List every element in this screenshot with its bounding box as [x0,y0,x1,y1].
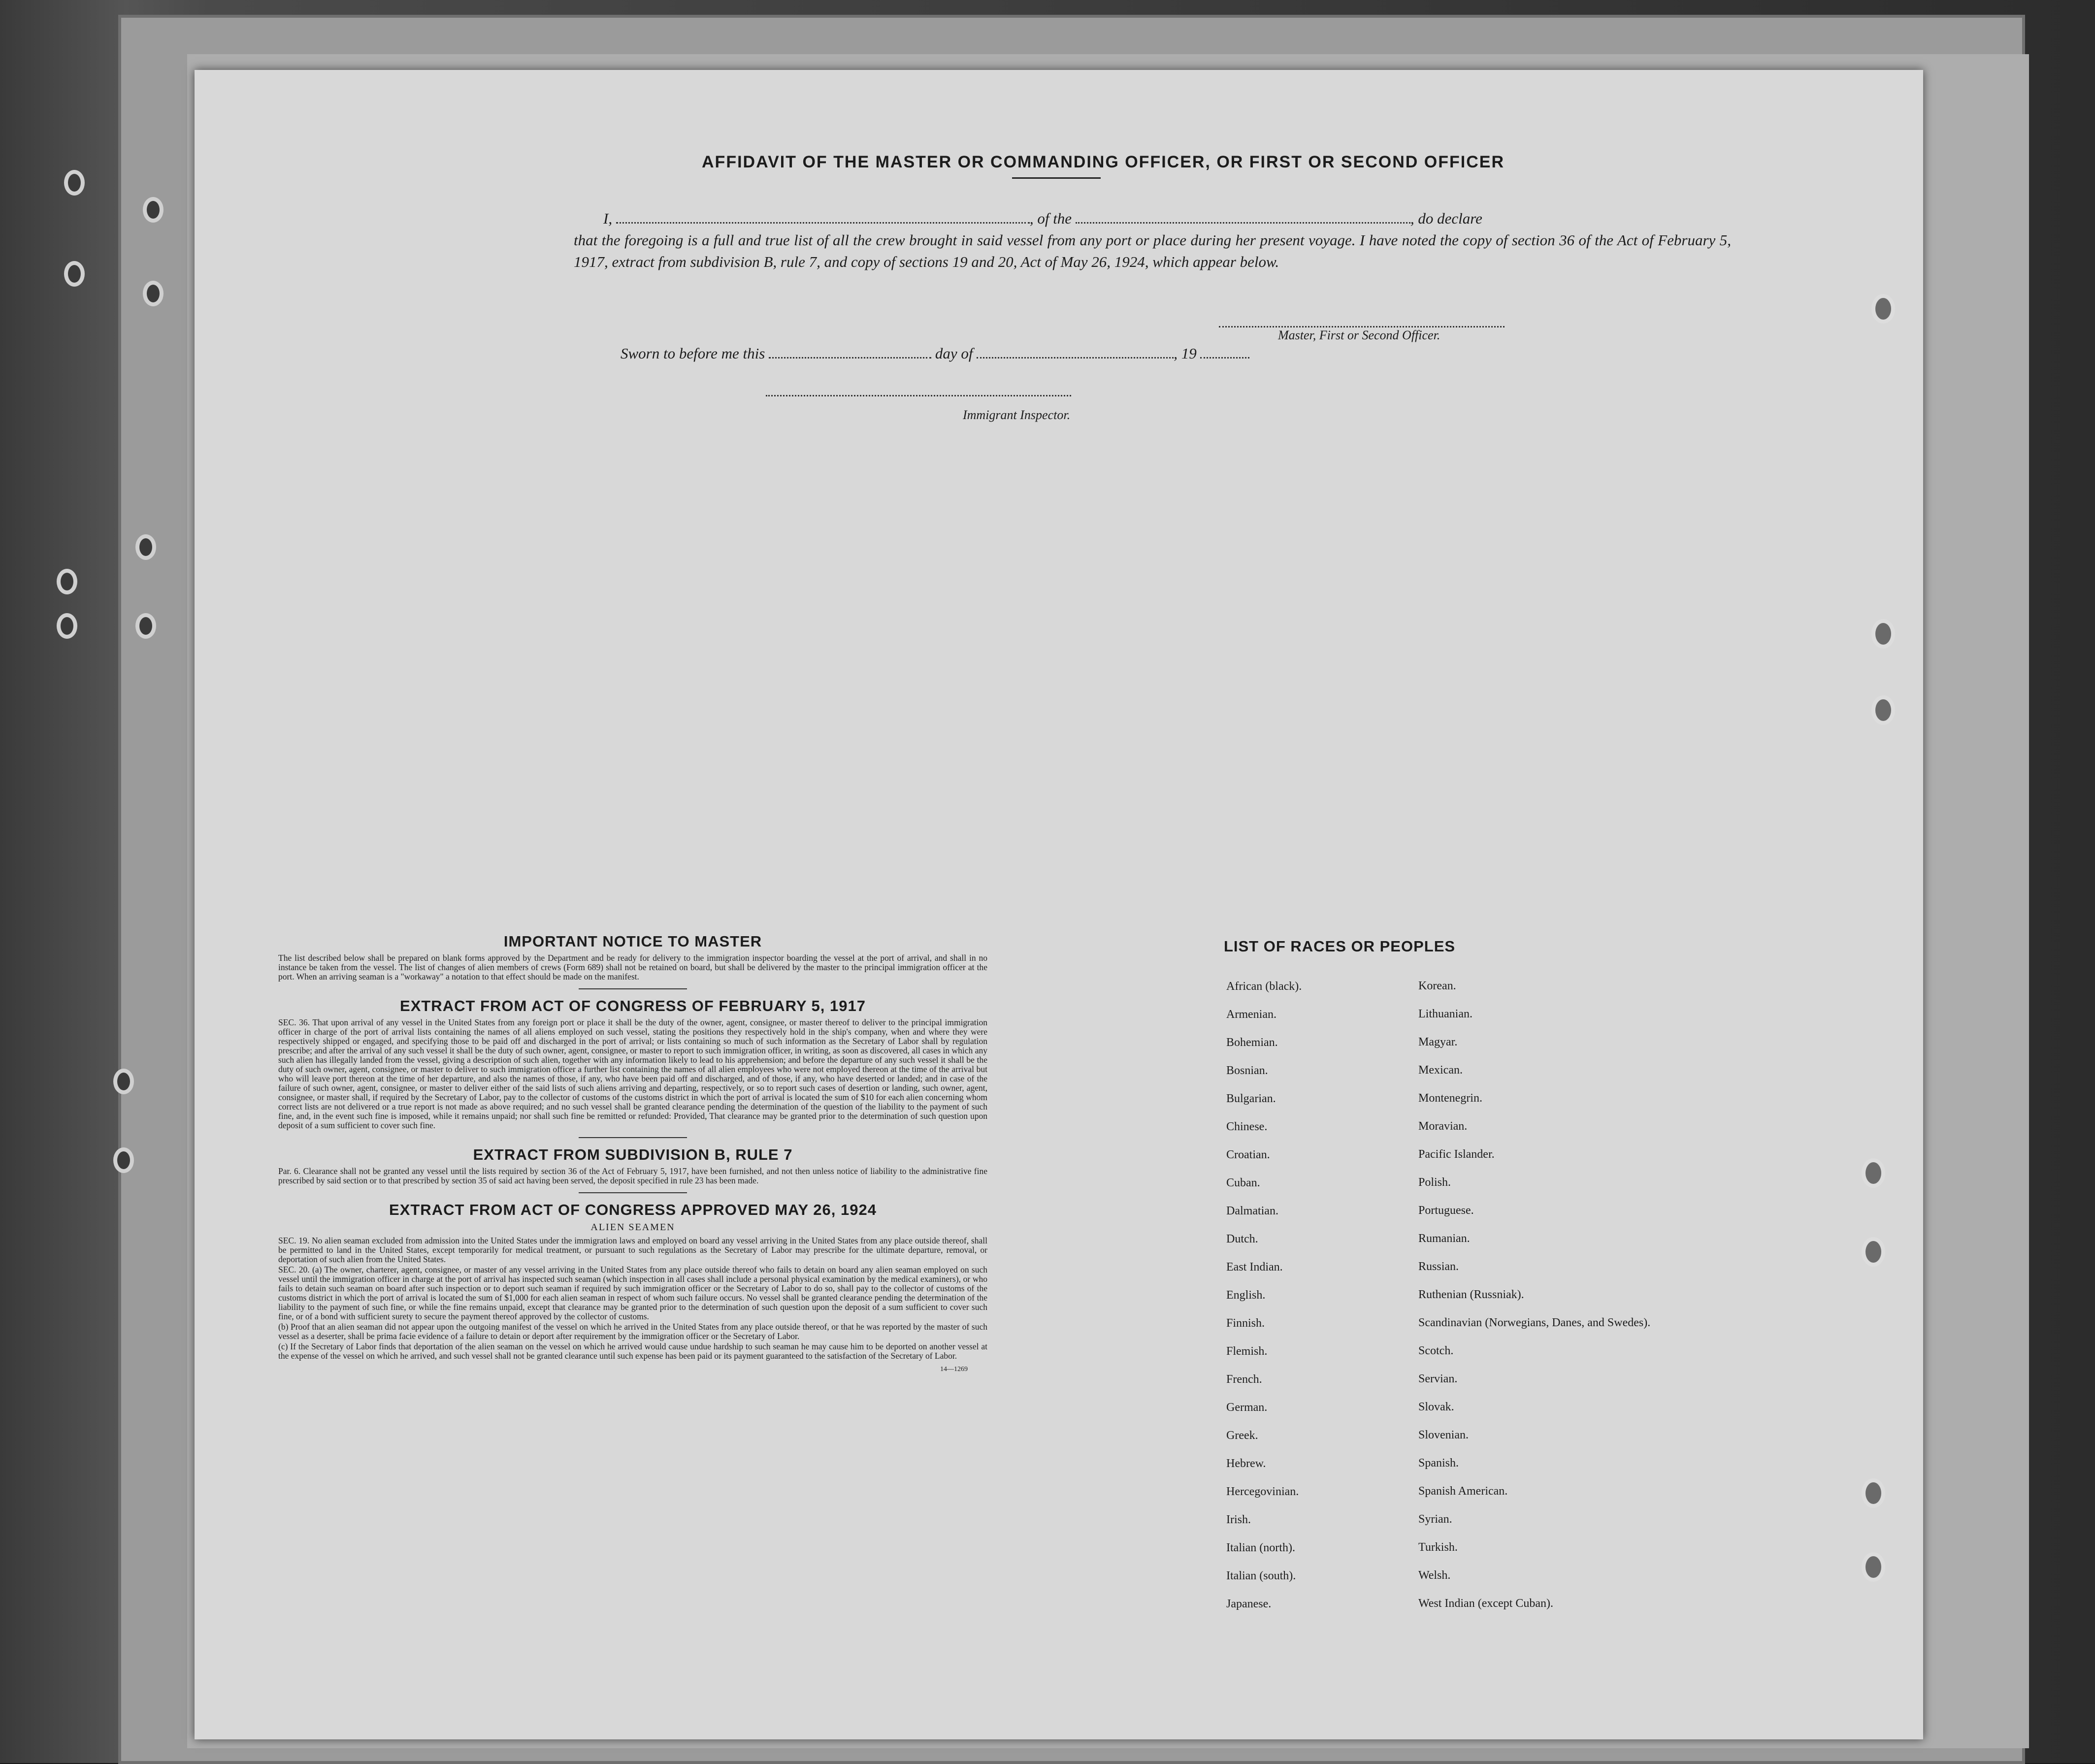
race-entry: Bulgarian. [1226,1092,1276,1105]
race-row [1226,1373,1669,1401]
race-row [1226,1345,1669,1373]
punch-hole-icon [1862,1237,1885,1267]
vessel-field[interactable] [1076,211,1410,224]
punch-hole-icon [1862,1478,1885,1508]
punch-hole-icon [1862,1552,1885,1582]
race-row [1226,1205,1669,1233]
form-number: 14—1269 [940,1366,968,1373]
race-entry: Bosnian. [1226,1064,1268,1077]
signature-label: Master, First or Second Officer. [1278,328,1440,342]
rule7-text: Par. 6. Clearance shall not be granted any vessel until the lists required by section 36 of the Act of February 5, 1917, have been furnished, and not then unless notice of liability to the administrative fine prescribed by said section or to that prescribed by section 35 of said act having been served, the deposit specified in rule 23 has been made. [278,1166,987,1185]
race-entry: Slovenian. [1418,1429,1469,1441]
race-entry: Italian (north). [1226,1541,1295,1554]
race-entry: Polish. [1418,1176,1451,1189]
race-entry: Welsh. [1418,1569,1451,1582]
binder-hole-icon [135,534,156,560]
race-entry: Scandinavian (Norwegians, Danes, and Swedes). [1418,1316,1651,1329]
affidavit-body [574,208,1731,273]
race-row [1226,1317,1669,1345]
race-entry: Slovak. [1418,1401,1454,1413]
race-entry: Pacific Islander. [1418,1148,1495,1161]
race-row [1226,1485,1669,1513]
race-row [1226,980,1669,1008]
sec20b-text: (b) Proof that an alien seaman did not appear upon the outgoing manifest of the vessel on which he arrived in the United States from any place outside thereof, or that he was reported by the master of such vessel as a deserter, shall be prima facie evidence of a failure to detain or deport after requirement by the immigration officer or the Secretary of Labor. [278,1322,987,1341]
race-entry: Scotch. [1418,1344,1454,1357]
race-row [1226,1064,1669,1092]
race-row [1226,1148,1669,1176]
name-field[interactable] [616,211,1030,224]
race-row [1226,1233,1669,1261]
divider [579,988,687,989]
sworn-year-prefix: , 19 [1174,345,1197,362]
race-entry: Armenian. [1226,1008,1277,1021]
sworn-line [621,345,1249,362]
race-entry: French. [1226,1373,1262,1386]
affidavit-declare: , do declare [1410,210,1482,227]
race-entry: Flemish. [1226,1345,1268,1358]
race-entry: Magyar. [1418,1036,1458,1048]
manifest-page [195,70,1923,1739]
race-entry: East Indian. [1226,1261,1283,1274]
inspector-label: Immigrant Inspector. [963,408,1071,422]
race-entry: Hebrew. [1226,1457,1266,1470]
punch-hole-icon [1871,695,1895,725]
sworn-text: Sworn to before me this [621,345,765,362]
race-entry: Ruthenian (Russniak). [1418,1288,1524,1301]
binder-hole-icon [143,197,164,223]
inspector-signature-field[interactable] [766,395,1071,396]
signature-field[interactable] [1219,326,1505,327]
race-row [1226,1598,1669,1626]
race-entry: Portuguese. [1418,1204,1474,1217]
race-entry: Lithuanian. [1418,1008,1473,1020]
binder-hole-icon [57,613,77,639]
binder-hole-icon [64,170,85,196]
punch-hole-icon [1871,294,1895,324]
race-row [1226,1008,1669,1036]
race-entry: Irish. [1226,1513,1251,1526]
race-entry: Hercegovinian. [1226,1485,1299,1498]
race-entry: Croatian. [1226,1148,1270,1161]
race-row [1226,1289,1669,1317]
race-entry: Dalmatian. [1226,1205,1278,1217]
binder-hole-icon [135,613,156,639]
affidavit-i: I, [603,210,613,227]
race-entry: Rumanian. [1418,1232,1470,1245]
race-entry: English. [1226,1289,1266,1302]
race-row [1226,1401,1669,1429]
race-entry: German. [1226,1401,1268,1414]
binder-hole-icon [113,1069,134,1094]
race-entry: Spanish American. [1418,1485,1508,1498]
race-entry: Bohemian. [1226,1036,1278,1049]
race-row [1226,1513,1669,1541]
extract-1924-subtitle: ALIEN SEAMEN [590,1222,675,1233]
affidavit-declaration-line [603,208,1731,229]
races-list [1226,980,1669,1626]
race-row [1226,1569,1669,1598]
race-entry: Dutch. [1226,1233,1258,1245]
sec20c-text: (c) If the Secretary of Labor finds that deportation of the alien seaman on the vessel on which he arrived would cause undue hardship to such seaman he may cause him to be deported on another vessel at the expense of the vessel on which he arrived, and such vessel shall not be granted clearance until such expense has been paid or its payment guaranteed to the satisfaction of the Secretary of Labor. [278,1341,987,1361]
race-entry: Syrian. [1418,1513,1452,1526]
race-entry: Russian. [1418,1260,1459,1273]
race-entry: Servian. [1418,1372,1458,1385]
race-entry: African (black). [1226,980,1302,993]
race-row [1226,1120,1669,1148]
race-entry: Cuban. [1226,1176,1260,1189]
sec19-text: SEC. 19. No alien seaman excluded from admission into the United States under the immigration laws and employed on board any vessel arriving in the United States from any place outside thereof, shall be permitted to land in the United States, except temporarily for medical treatment, or pursuant to such regulations as the Secretary of Labor may prescribe for the ultimate departure, removal, or deportation of such alien from the United States. [278,1236,987,1264]
race-entry: Turkish. [1418,1541,1458,1554]
divider [579,1192,687,1193]
sworn-day-field[interactable] [769,346,931,359]
race-entry: Finnish. [1226,1317,1265,1330]
race-entry: Spanish. [1418,1457,1459,1470]
race-entry: Moravian. [1418,1120,1468,1133]
punch-hole-icon [1871,619,1895,649]
sec20a-text: SEC. 20. (a) The owner, charterer, agent, consignee, or master of any vessel arriving in the United States from any place outside thereof who fails to detain on board any alien seaman employed on such vessel until the immigration officer in charge at the port of arrival has inspected such seaman (which inspection in all cases shall include a personal physical examination by the medical examiners), or who fails to detain such seaman on board after such inspection or to deport such seaman if required by such immigration officer or the Secretary of Labor to do so, shall pay to the collector of customs of the customs district in which the port of arrival is located the sum of $1,000 for each alien seaman in respect of whom such failure occurs. No vessel shall be granted clearance pending the determination of the liability to the payment of such fine, or while the fine remains unpaid, except that clearance may be granted prior to the determination of such question upon the deposit of a sum sufficient to cover such fine, or of a bond with sufficient surety to secure the payment thereof approved by the collector of customs. [278,1265,987,1321]
race-row [1226,1036,1669,1064]
sworn-year-field[interactable] [1200,346,1249,359]
race-entry: Mexican. [1418,1064,1463,1077]
sworn-month-field[interactable] [977,346,1174,359]
race-entry: Italian (south). [1226,1569,1296,1582]
extract-1917-text: SEC. 36. That upon arrival of any vessel in the United States from any foreign port or place it shall be the duty of the owner, agent, consignee, or master thereof to deliver to the principal immigration officer in charge of the port of arrival lists containing the names of all aliens employed on such vessel, stating the positions they respectively hold in the ship's company, when and where they were respectively shipped or engaged, and specifying those to be paid off and discharged in the port of arrival; or lists containing so much of such information as the Secretary of Labor shall by regulation prescribe; and after the arrival of any such vessel it shall be the duty of such owner, agent, consignee, or master to report to such immigration officer, in writing, as soon as discovered, all cases in which any such alien has illegally landed from the vessel, giving a description of such alien, together with any information likely to lead to his apprehension; and before the departure of any such vessel it shall be the duty of such owner, agent, consignee, or master to deliver to such immigration officer a further list containing the names of all alien employees who were not employed thereon at the time of the arrival but who will leave port thereon at the time of her departure, and also the names of those, if any, who have been paid off and discharged, and of those, if any, who have deserted or landed; and in case of the failure of such owner, agent, consignee, or master to deliver either of the said lists of such aliens arriving and departing, respectively, or so to report such cases of desertion or landing, such owner, agent, consignee, or master shall, if required by the Secretary of Labor, pay to the collector of customs of the customs district in which the port of arrival is located the sum of $10 for each alien concerning whom correct lists are not delivered or a true report is not made as above required; and no such vessel shall be granted clearance pending the determination of the question of the liability to the payment of such fine, and, in the event such fine is imposed, while it remains unpaid; nor shall such fine be remitted or refunded: Provided, That clearance may be granted prior to the determination of such question upon deposit of a sum sufficient to cover such fine. [278,1017,987,1130]
binder-hole-icon [113,1147,134,1173]
extract-1924-title: EXTRACT FROM ACT OF CONGRESS APPROVED MAY 26, 1924 [389,1201,877,1218]
legal-extracts [259,933,1007,1373]
race-row [1226,1261,1669,1289]
race-row [1226,1176,1669,1205]
binder-hole-icon [143,281,164,306]
notice-text: The list described below shall be prepared on blank forms approved by the Department and be ready for delivery to the immigration inspector boarding the vessel at the port of arrival, and shall in no instance be taken from the vessel. The list of changes of alien members of crews (Form 689) shall not be retained on board, but shall be delivered by the master to the principal immigration officer at the port. When an arriving seaman is a "workaway" a notation to that effect should be made on the manifest. [278,953,987,981]
race-entry: Greek. [1226,1429,1258,1442]
race-entry: West Indian (except Cuban). [1418,1597,1553,1610]
rule7-title: EXTRACT FROM SUBDIVISION B, RULE 7 [473,1146,793,1163]
race-row [1226,1541,1669,1569]
punch-hole-icon [1862,1158,1885,1188]
title-underline [1012,177,1101,179]
race-entry: Korean. [1418,980,1456,992]
notice-title: IMPORTANT NOTICE TO MASTER [503,933,762,950]
extract-1917-title: EXTRACT FROM ACT OF CONGRESS OF FEBRUARY 5, 1917 [400,997,866,1014]
sworn-day-of: day of [935,345,973,362]
race-entry: Montenegrin. [1418,1092,1482,1105]
affidavit-of-the: , of the [1029,210,1072,227]
races-title: LIST OF RACES OR PEOPLES [1223,938,1456,955]
race-entry: Japanese. [1226,1598,1272,1610]
race-entry: Chinese. [1226,1120,1268,1133]
race-row [1226,1429,1669,1457]
race-row [1226,1457,1669,1485]
affidavit-statement: that the foregoing is a full and true list of all the crew brought in said vessel from any port or place during her present voyage. I have noted the copy of section 36 of the Act of February 5, 1917, extract from subdivision B, rule 7, and copy of sections 19 and 20, Act of May 26, 1924, which appear below. [574,231,1731,270]
binder-hole-icon [57,569,77,594]
binder-hole-icon [64,261,85,287]
affidavit-title: AFFIDAVIT OF THE MASTER OR COMMANDING OFFICER, OR FIRST OR SECOND OFFICER [702,153,1505,171]
divider [579,1137,687,1138]
race-row [1226,1092,1669,1120]
